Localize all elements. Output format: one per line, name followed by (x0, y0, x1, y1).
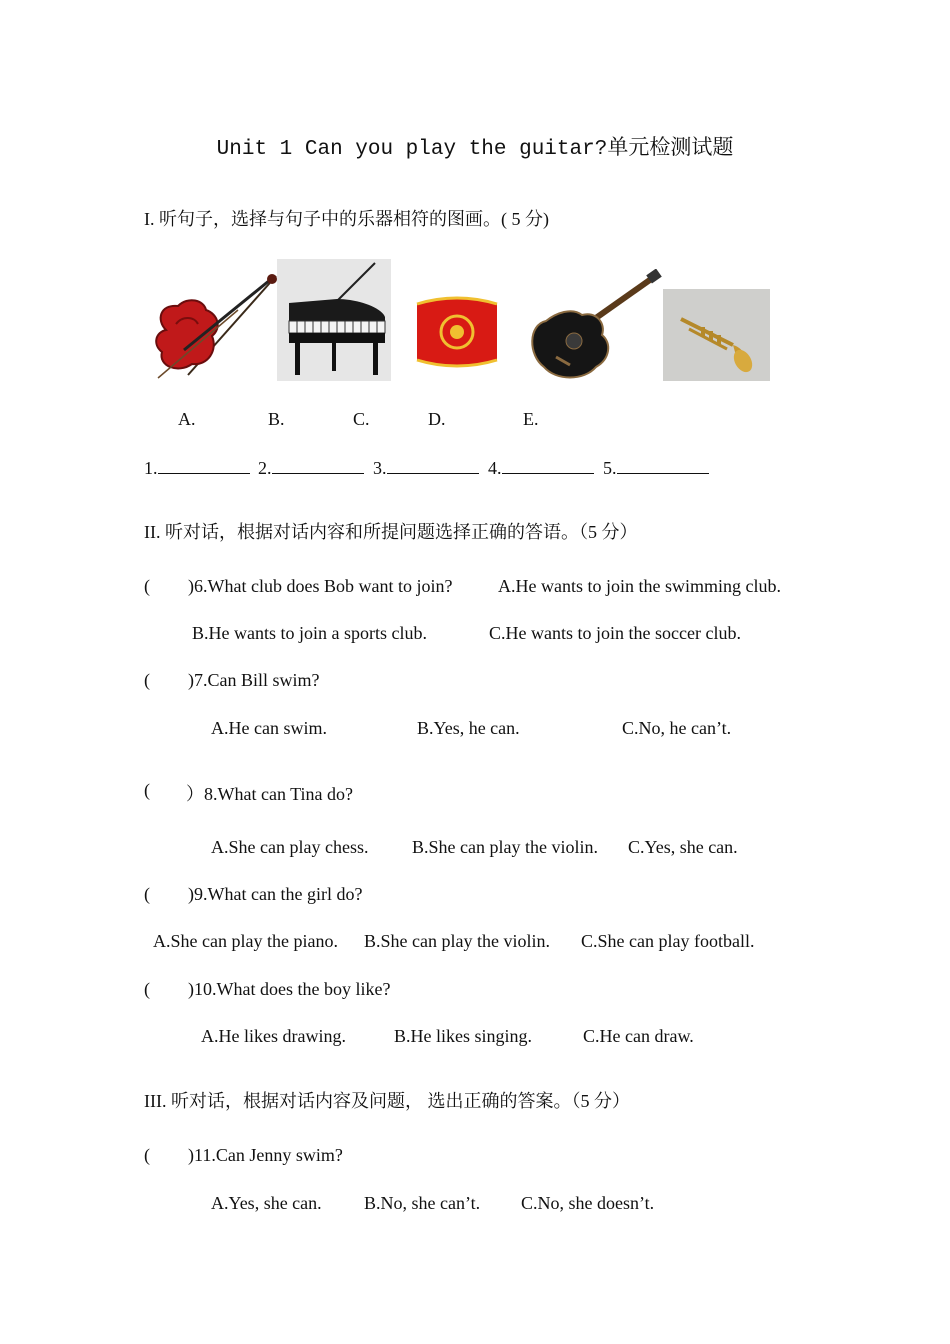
q7-paren[interactable]: ( (144, 670, 150, 690)
page-title: Unit 1 Can you play the guitar?单元检测试题 (216, 138, 734, 161)
picture-label-c: C. (353, 409, 370, 429)
q9-option-b: B.She can play the violin. (364, 931, 550, 951)
piano-image (277, 259, 391, 381)
q11-paren[interactable]: ( (144, 1145, 150, 1165)
section3-heading: III. 听对话，根据对话内容及问题， 选出正确的答案。（5 分） (144, 1091, 630, 1111)
picture-label-d: D. (428, 409, 446, 429)
q10-option-a: A.He likes drawing. (201, 1026, 346, 1046)
guitar-image (526, 269, 662, 383)
answer-blank-2[interactable]: 2. (258, 457, 364, 479)
q6-option-c: C.He wants to join the soccer club. (489, 623, 741, 643)
q8-question: ）8.What can Tina do? (186, 784, 353, 804)
q8-option-b: B.She can play the violin. (412, 837, 598, 857)
picture-label-b: B. (268, 409, 285, 429)
q9-option-c: C.She can play football. (581, 931, 755, 951)
picture-label-a: A. (178, 409, 196, 429)
q9-question: )9.What can the girl do? (188, 884, 363, 904)
q6-paren[interactable]: ( (144, 576, 150, 596)
q8-option-a: A.She can play chess. (211, 837, 369, 857)
answer-blank-5[interactable]: 5. (603, 457, 709, 479)
q11-option-b: B.No, she can’t. (364, 1193, 481, 1213)
q11-option-a: A.Yes, she can. (211, 1193, 322, 1213)
q10-question: )10.What does the boy like? (188, 979, 391, 999)
answer-blank-3[interactable]: 3. (373, 457, 479, 479)
drum-image (413, 296, 501, 368)
q6-option-b: B.He wants to join a sports club. (192, 623, 427, 643)
q8-paren[interactable]: ( (144, 780, 150, 800)
q6-question: )6.What club does Bob want to join? (188, 576, 453, 596)
q11-question: )11.Can Jenny swim? (188, 1145, 343, 1165)
q8-option-c: C.Yes, she can. (628, 837, 738, 857)
q7-option-b: B.Yes, he can. (417, 718, 520, 738)
q9-paren[interactable]: ( (144, 884, 150, 904)
answer-blank-1[interactable]: 1. (144, 457, 250, 479)
q7-question: )7.Can Bill swim? (188, 670, 320, 690)
section1-heading: I. 听句子，选择与句子中的乐器相符的图画。( 5 分) (144, 209, 549, 229)
q10-paren[interactable]: ( (144, 979, 150, 999)
trumpet-image (663, 289, 770, 381)
q7-option-a: A.He can swim. (211, 718, 327, 738)
q7-option-c: C.No, he can’t. (622, 718, 732, 738)
q11-option-c: C.No, she doesn’t. (521, 1193, 655, 1213)
q6-option-a: A.He wants to join the swimming club. (498, 576, 781, 596)
q10-option-c: C.He can draw. (583, 1026, 694, 1046)
picture-label-e: E. (523, 409, 539, 429)
q10-option-b: B.He likes singing. (394, 1026, 532, 1046)
violin-image (148, 270, 278, 382)
answer-blank-4[interactable]: 4. (488, 457, 594, 479)
section2-heading: II. 听对话，根据对话内容和所提问题选择正确的答语。（5 分） (144, 522, 638, 542)
q9-option-a: A.She can play the piano. (153, 931, 338, 951)
